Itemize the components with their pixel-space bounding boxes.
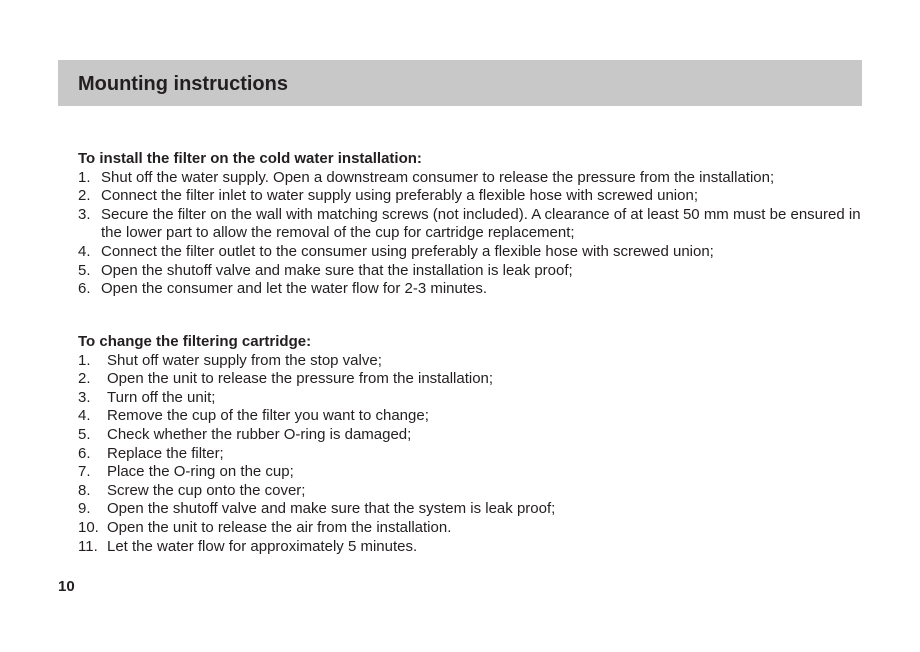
list-item bbox=[78, 206, 868, 243]
step-text: Open the unit to release the pressure from the installation; bbox=[107, 370, 494, 388]
list-item bbox=[78, 389, 868, 408]
step-text: Open the shutoff valve and make sure that the installation is leak proof; bbox=[101, 261, 573, 279]
step-number: 1. bbox=[78, 351, 91, 369]
step-text: Open the shutoff valve and make sure that the system is leak proof; bbox=[107, 500, 556, 518]
step-text: Shut off the water supply. Open a downstream consumer to release the pressure from the installation; bbox=[101, 168, 775, 186]
step-text: Screw the cup onto the cover; bbox=[107, 481, 306, 499]
list-item bbox=[78, 243, 868, 262]
list-item bbox=[78, 280, 868, 299]
step-text: Open the consumer and let the water flow for 2-3 minutes. bbox=[101, 280, 488, 298]
install-section bbox=[78, 150, 868, 299]
step-number: 6. bbox=[78, 280, 91, 298]
list-item bbox=[78, 500, 868, 519]
list-item bbox=[78, 538, 868, 557]
step-number: 5. bbox=[78, 425, 91, 443]
step-number: 3. bbox=[78, 388, 91, 406]
install-steps-list bbox=[78, 169, 868, 299]
step-number: 5. bbox=[78, 261, 91, 279]
step-number: 7. bbox=[78, 463, 91, 481]
step-number: 2. bbox=[78, 370, 91, 388]
step-number: 3. bbox=[78, 205, 91, 223]
page-title: Mounting instructions bbox=[78, 73, 288, 95]
step-text: Turn off the unit; bbox=[107, 388, 216, 406]
step-text: Place the O-ring on the cup; bbox=[107, 463, 294, 481]
step-text: Check whether the rubber O-ring is damaged; bbox=[107, 425, 412, 443]
install-heading: To install the filter on the cold water installation: bbox=[78, 150, 422, 167]
step-text: Connect the filter outlet to the consumer using preferably a flexible hose with screwed union; bbox=[101, 242, 714, 260]
step-text: Connect the filter inlet to water supply using preferably a flexible hose with screwed union; bbox=[101, 187, 698, 205]
step-number: 4. bbox=[78, 242, 91, 260]
step-number: 11. bbox=[78, 537, 98, 555]
step-text: Secure the filter on the wall with matching screws (not included). A clearance of at least 50 mm must be ensured in the lower part to allow the removal of the cup for cartridge replacement; bbox=[101, 205, 861, 242]
step-number: 2. bbox=[78, 187, 91, 205]
change-cartridge-section bbox=[78, 333, 868, 556]
list-item bbox=[78, 169, 868, 188]
step-text: Let the water flow for approximately 5 minutes. bbox=[107, 537, 418, 555]
list-item bbox=[78, 187, 868, 206]
list-item bbox=[78, 519, 868, 538]
list-item bbox=[78, 407, 868, 426]
list-item bbox=[78, 463, 868, 482]
step-number: 8. bbox=[78, 481, 91, 499]
step-number: 9. bbox=[78, 500, 91, 518]
section-header-band bbox=[58, 60, 862, 106]
step-number: 4. bbox=[78, 407, 91, 425]
step-text: Remove the cup of the filter you want to change; bbox=[107, 407, 429, 425]
list-item bbox=[78, 352, 868, 371]
list-item bbox=[78, 262, 868, 281]
list-item bbox=[78, 426, 868, 445]
list-item bbox=[78, 445, 868, 464]
list-item bbox=[78, 370, 868, 389]
step-text: Shut off water supply from the stop valve; bbox=[107, 351, 382, 369]
change-steps-list bbox=[78, 352, 868, 557]
list-item bbox=[78, 482, 868, 501]
step-number: 1. bbox=[78, 168, 91, 186]
step-text: Replace the filter; bbox=[107, 444, 224, 462]
step-number: 6. bbox=[78, 444, 91, 462]
step-number: 10. bbox=[78, 518, 99, 536]
change-cartridge-heading: To change the filtering cartridge: bbox=[78, 333, 312, 350]
step-text: Open the unit to release the air from the installation. bbox=[107, 518, 452, 536]
page-number: 10 bbox=[58, 578, 75, 595]
